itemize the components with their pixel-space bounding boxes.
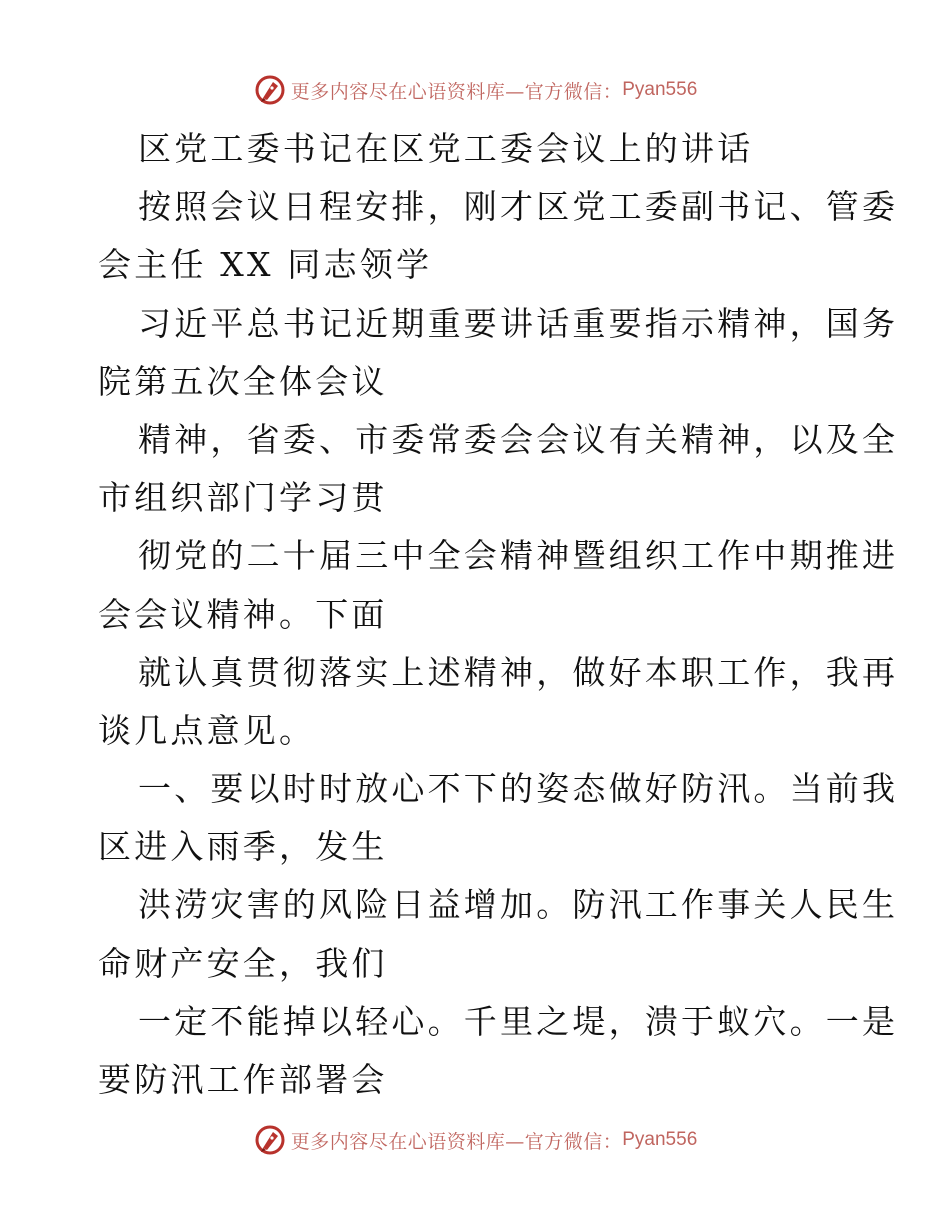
text-line: 就认真贯彻落实上述精神，做好本职工作，我再 [138, 652, 899, 692]
footer-watermark-banner [0, 1120, 950, 1160]
text-line: 谈几点意见。 [98, 710, 316, 750]
text-line: 命财产安全，我们 [98, 943, 388, 983]
text-line: 一、要以时时放心不下的姿态做好防汛。当前我 [138, 769, 899, 809]
text-line: 习近平总书记近期重要讲话重要指示精神，国务 [138, 303, 899, 343]
text-line: 一定不能掉以轻心。千里之堤，溃于蚁穴。一是 [138, 1001, 899, 1041]
pen-nib-logo-icon [253, 1123, 287, 1157]
text-line: 会会议精神。下面 [98, 594, 388, 634]
text-line: 洪涝灾害的风险日益增加。防汛工作事关人民生 [138, 885, 899, 925]
banner-contact: Pyan556 [622, 79, 698, 100]
banner-contact: Pyan556 [622, 1129, 698, 1150]
text-line: 彻党的二十届三中全会精神暨组织工作中期推进 [138, 536, 899, 576]
header-watermark-banner [0, 70, 950, 110]
document-title: 区党工委书记在区党工委会议上的讲话 [138, 129, 754, 168]
text-line: 精神，省委、市委常委会会议有关精神，以及全 [138, 419, 899, 459]
banner-text: 更多内容尽在心语资料库—官方微信： [290, 1130, 623, 1153]
pen-nib-logo-icon [253, 73, 287, 107]
text-line: 院第五次全体会议 [98, 361, 388, 401]
text-line: 按照会议日程安排，刚才区党工委副书记、管委 [138, 187, 899, 227]
text-line: 区进入雨季，发生 [98, 827, 388, 867]
text-line: 市组织部门学习贯 [98, 478, 388, 518]
banner-text: 更多内容尽在心语资料库—官方微信： [290, 80, 623, 103]
text-line: 要防汛工作部署会 [98, 1060, 388, 1099]
document-body [98, 120, 899, 1109]
text-line: 会主任 XX 同志领学 [98, 245, 433, 285]
